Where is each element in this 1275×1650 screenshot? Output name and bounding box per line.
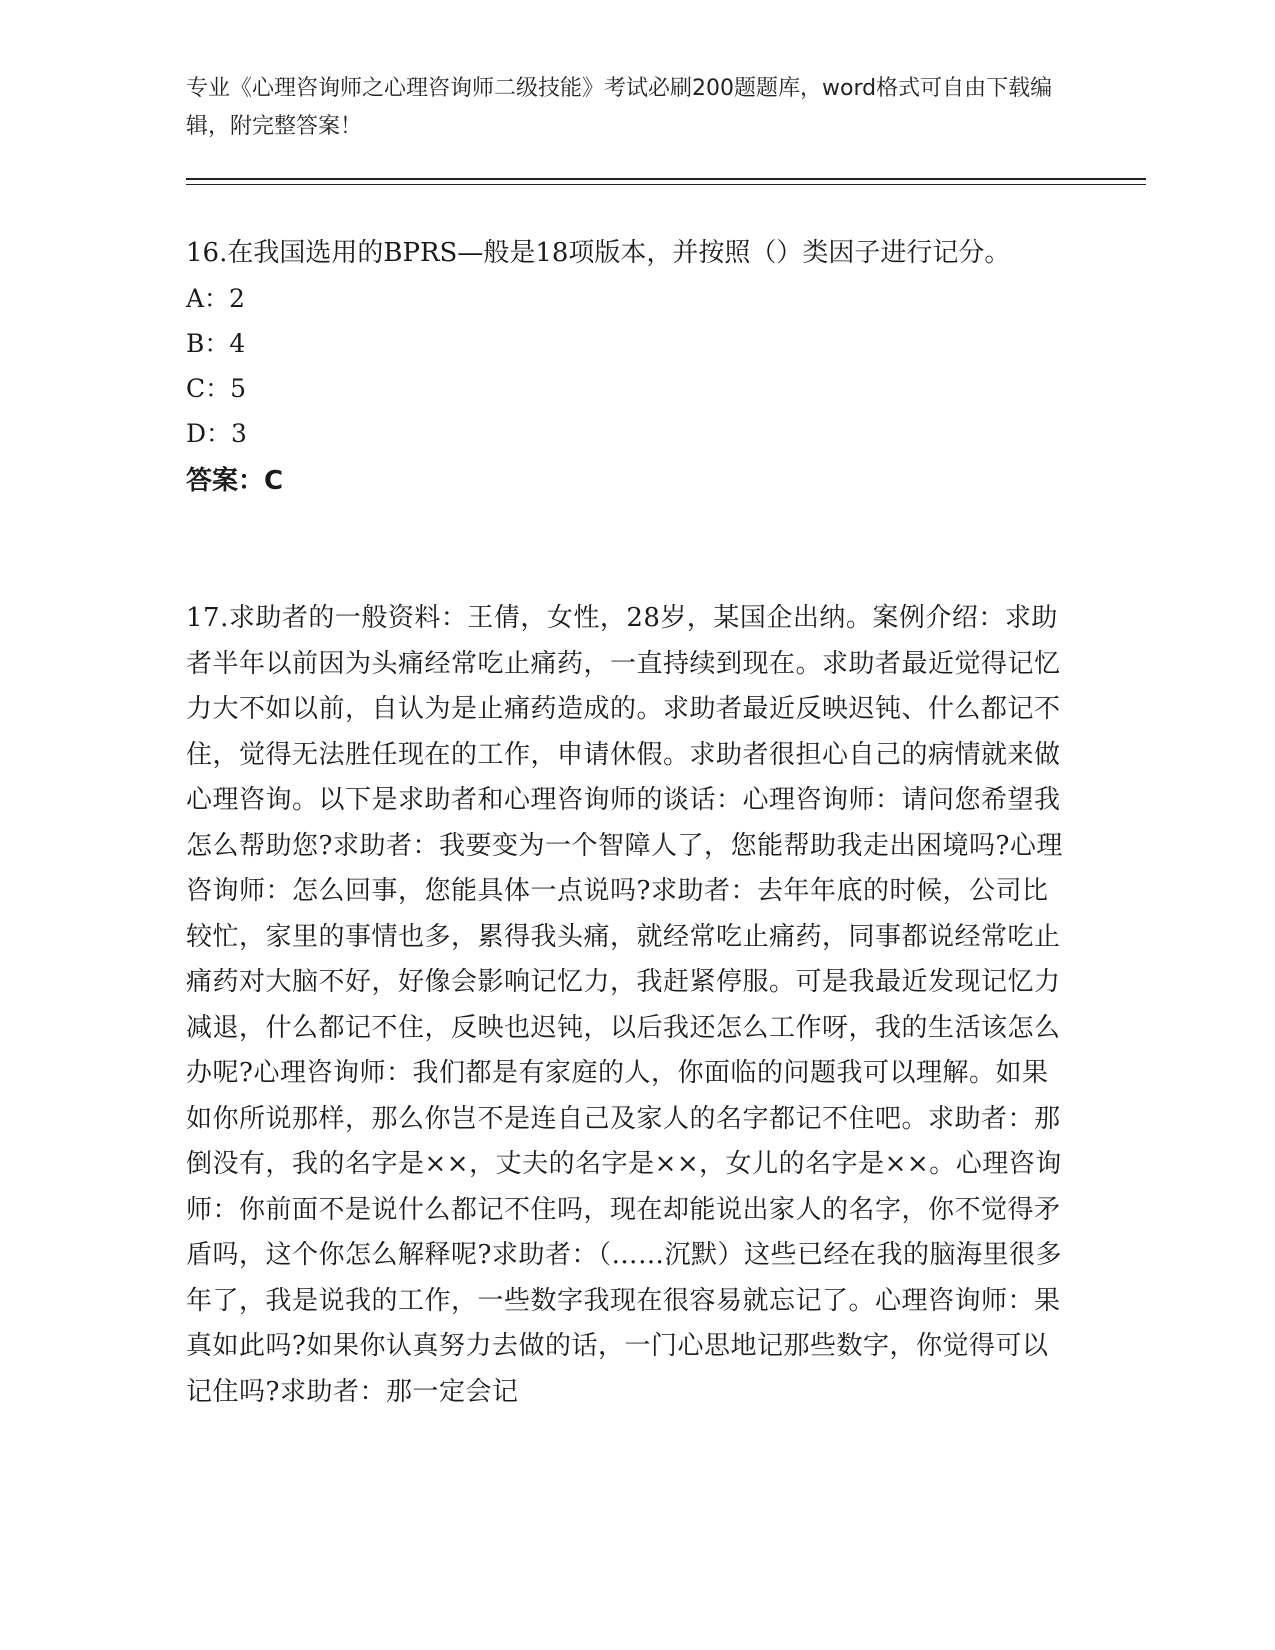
question-16-option-a: A：2	[186, 284, 245, 313]
question-16-option-c: C：5	[186, 374, 247, 403]
header-divider-thick	[186, 178, 1146, 180]
question-16	[186, 230, 1066, 506]
question-17-stem: 17.求助者的一般资料：王倩，女性，28岁，某国企出纳。案例介绍：求助者半年以前因为头痛经常吃止痛药，一直持续到现在。求助者最近觉得记忆力大不如以前，自认为是止痛药造成的。求助者最近反映迟钝、什么都记不住，觉得无法胜任现在的工作，申请休假。求助者很担心自己的病情就来做心理咨询。以下是求助者和心理咨询师的谈话：心理咨询师：请问您希望我怎么帮助您?求助者：我要变为一个智障人了，您能帮助我走出困境吗?心理咨询师：怎么回事，您能具体一点说吗?求助者：去年年底的时候，公司比较忙，家里的事情也多，累得我头痛，就经常吃止痛药，同事都说经常吃止痛药对大脑不好，好像会影响记忆力，我赶紧停服。可是我最近发现记忆力减退，什么都记不住，反映也迟钝，以后我还怎么工作呀，我的生活该怎么办呢?心理咨询师：我们都是有家庭的人，你面临的问题我可以理解。如果如你所说那样，那么你岂不是连自己及家人的名字都记不住吧。求助者：那倒没有，我的名字是××，丈夫的名字是××，女儿的名字是××。心理咨询师：你前面不是说什么都记不住吗，现在却能说出家人的名字，你不觉得矛盾吗，这个你怎么解释呢?求助者：（……沉默）这些已经在我的脑海里很多年了，我是说我的工作，一些数字我现在很容易就忘记了。心理咨询师：果真如此吗?如果你认真努力去做的话，一门心思地记那些数字，你觉得可以记住吗?求助者：那一定会记	[186, 603, 1063, 1407]
document-header: 专业《心理咨询师之心理咨询师二级技能》考试必刷200题题库，word格式可自由下载编辑，附完整答案！	[186, 76, 1053, 139]
question-17	[186, 596, 1066, 1415]
question-16-answer: 答案：C	[186, 466, 284, 496]
question-16-option-b: B：4	[186, 329, 246, 358]
header-divider-thin	[186, 184, 1146, 185]
question-16-option-d: D：3	[186, 419, 247, 448]
question-16-stem: 16.在我国选用的BPRS—般是18项版本，并按照（）类因子进行记分。	[186, 238, 1011, 268]
